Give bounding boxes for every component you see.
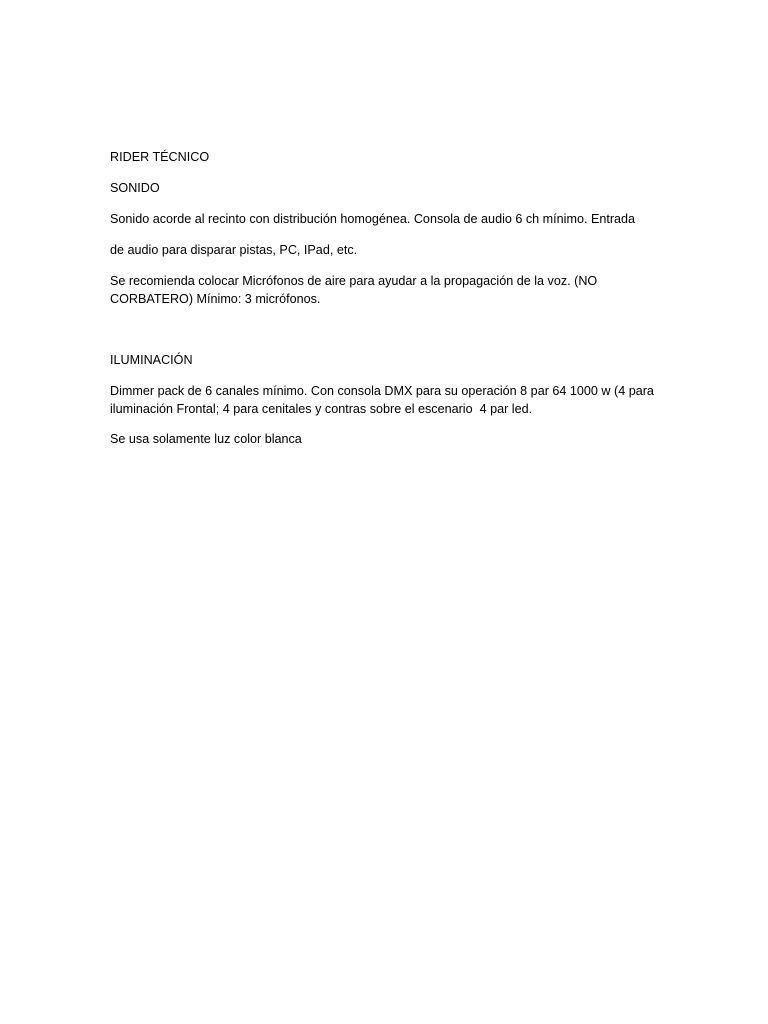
section-heading-sonido: SONIDO: [110, 181, 160, 195]
iluminacion-light-color-paragraph: Se usa solamente luz color blanca: [110, 432, 302, 446]
sonido-paragraph-line1: Sonido acorde al recinto con distribución homogénea. Consola de audio 6 ch mínimo. Entrada: [110, 212, 636, 226]
sonido-paragraph-line2: de audio para disparar pistas, PC, IPad, etc.: [110, 243, 358, 257]
document-title: RIDER TÉCNICO: [110, 150, 210, 164]
section-heading-iluminacion: ILUMINACIÓN: [110, 353, 193, 367]
sonido-microphones-paragraph: Se recomienda colocar Micrófonos de aire para ayudar a la propagación de la voz. (NO CORBATERO) Mínimo: 3 micrófonos.: [110, 274, 601, 306]
iluminacion-dimmer-paragraph: Dimmer pack de 6 canales mínimo. Con consola DMX para su operación 8 par 64 1000 w (4 para iluminación Frontal; 4 para cenitales y contras sobre el escenario 4 par led.: [110, 384, 658, 416]
document-body: [110, 148, 658, 448]
